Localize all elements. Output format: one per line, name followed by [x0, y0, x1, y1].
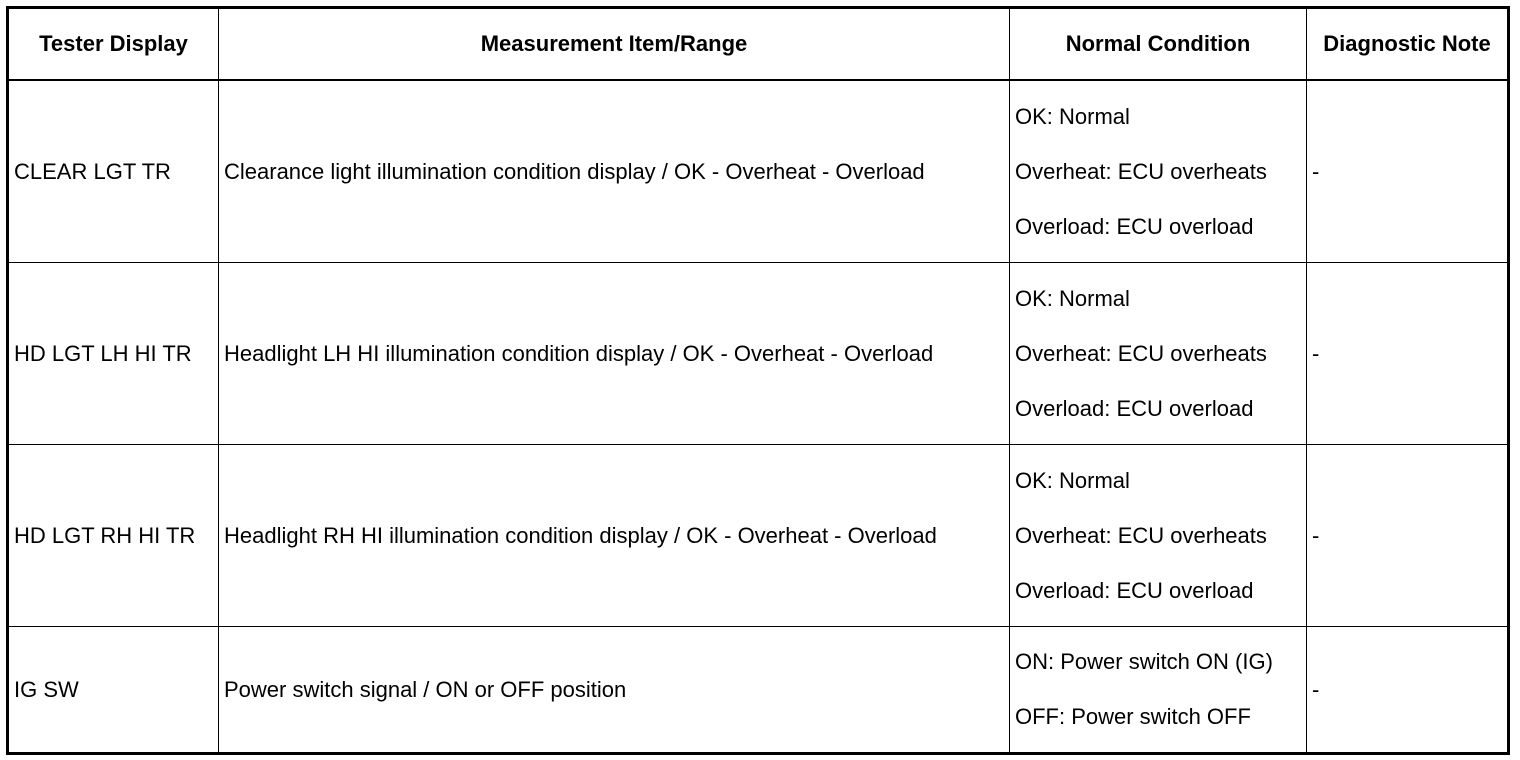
header-diagnostic-note: Diagnostic Note	[1307, 8, 1509, 81]
measurement-cell: Clearance light illumination condition display / OK - Overheat - Overload	[219, 80, 1010, 263]
condition-line: Overheat: ECU overheats	[1015, 522, 1267, 548]
tester-display-cell: CLEAR LGT TR	[8, 80, 219, 263]
diagnostic-note-cell: -	[1307, 445, 1509, 627]
tester-display-cell: HD LGT LH HI TR	[8, 263, 219, 445]
table-row	[8, 263, 1509, 445]
header-tester-display: Tester Display	[8, 8, 219, 81]
tester-display-cell: IG SW	[8, 627, 219, 754]
condition-line: Overload: ECU overload	[1015, 213, 1254, 239]
measurement-cell: Headlight RH HI illumination condition display / OK - Overheat - Overload	[219, 445, 1010, 627]
measurement-cell: Headlight LH HI illumination condition display / OK - Overheat - Overload	[219, 263, 1010, 445]
condition-line: Overheat: ECU overheats	[1015, 340, 1267, 366]
condition-line: Overload: ECU overload	[1015, 577, 1254, 603]
header-normal-condition: Normal Condition	[1010, 8, 1307, 81]
normal-condition-cell	[1010, 80, 1307, 263]
normal-condition-cell	[1010, 627, 1307, 754]
condition-line: OK: Normal	[1015, 467, 1130, 493]
normal-condition-cell	[1010, 263, 1307, 445]
tester-display-cell: HD LGT RH HI TR	[8, 445, 219, 627]
spec-table-container	[6, 6, 1510, 755]
normal-condition-cell	[1010, 445, 1307, 627]
table-row	[8, 445, 1509, 627]
condition-line: OFF: Power switch OFF	[1015, 704, 1251, 729]
condition-line: OK: Normal	[1015, 285, 1130, 311]
header-measurement-item: Measurement Item/Range	[219, 8, 1010, 81]
table-row	[8, 80, 1509, 263]
measurement-cell: Power switch signal / ON or OFF position	[219, 627, 1010, 754]
condition-line: OK: Normal	[1015, 103, 1130, 129]
condition-line: Overload: ECU overload	[1015, 395, 1254, 421]
diagnostic-note-cell: -	[1307, 627, 1509, 754]
table-row	[8, 627, 1509, 754]
table-header-row	[8, 8, 1509, 81]
diagnostic-note-cell: -	[1307, 80, 1509, 263]
data-list-table	[6, 6, 1510, 755]
diagnostic-note-cell: -	[1307, 263, 1509, 445]
condition-line: ON: Power switch ON (IG)	[1015, 649, 1273, 674]
condition-line: Overheat: ECU overheats	[1015, 158, 1267, 184]
